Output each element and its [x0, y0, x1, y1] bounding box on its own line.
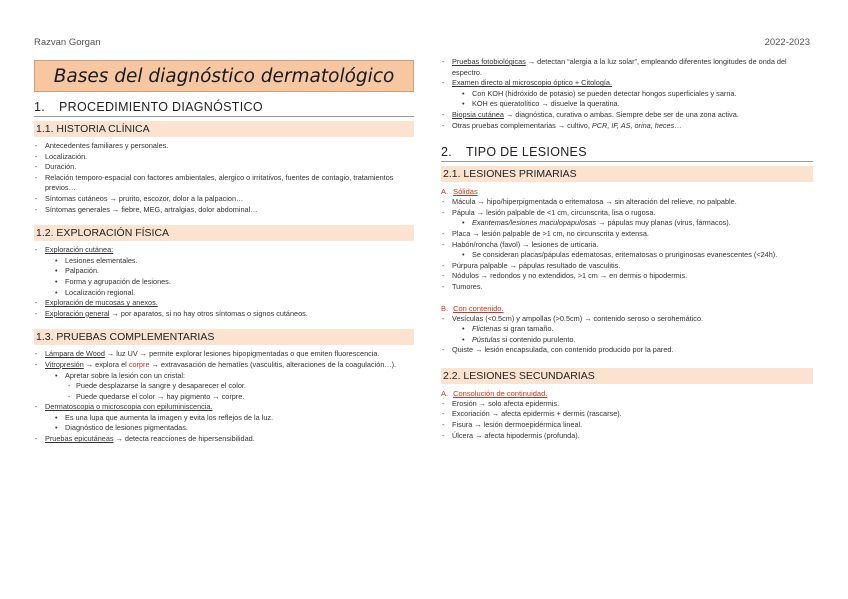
list-item [441, 314, 813, 346]
subsection-letter: A. [441, 388, 449, 398]
list-item: - Fisura → lesión dermoepidérmica lineal. [441, 420, 813, 431]
contenido-list [441, 314, 813, 356]
author-name: Razvan Gorgan [34, 37, 101, 48]
list-item: • Palpación. [45, 266, 414, 277]
list-item: - Antecedentes familiares y personales. [34, 141, 414, 152]
list-item: • Con KOH (hidróxido de potasio) se pueden detectar hongos superficiales y sarna. [452, 89, 813, 100]
item-text: → explora el [83, 359, 129, 369]
pruebas-list [34, 349, 414, 444]
sublist [45, 381, 414, 402]
list-item: - Erosión → solo afecta epidermis. [441, 399, 813, 410]
section-number: 2. [441, 145, 453, 160]
item-label: Exploración cutánea: [45, 245, 114, 255]
exploracion-list [34, 245, 414, 319]
subsection-continuidad [441, 388, 813, 399]
list-item: - Quiste → lesión encapsulada, con contenido producido por la pared. [441, 345, 813, 356]
list-item: • Diagnóstico de lesiones pigmentadas. [45, 423, 414, 434]
list-item [34, 245, 414, 298]
exploracion-heading: 1.2. EXPLORACIÓN FÍSICA [34, 225, 414, 241]
item-text: → diagnóstica, curativa o ambas. Siempre debe ser de una zona activa. [503, 109, 739, 119]
list-item [34, 349, 414, 360]
list-item: - Púrpura palpable → pápulas resultado de vasculitis. [441, 261, 813, 272]
secundarias-heading: 2.2. LESIONES SECUNDARIAS [441, 368, 813, 384]
list-item: • Lesiones elementales. [45, 256, 414, 267]
solidas-list [441, 197, 813, 292]
item-text: → detecta reacciones de hipersensibilidad. [113, 434, 255, 444]
list-item: • Localización regional. [45, 288, 414, 299]
page-title: Bases del diagnóstico dermatológico [53, 65, 395, 87]
list-item: - Nódulos → redondos y no extendidos, >1 cm → en dermis o hipodermis. [441, 271, 813, 282]
item-label: Exploración general [45, 308, 110, 318]
item-text: Otras pruebas complementarias → cultivo, [452, 120, 592, 130]
list-item: - Mácula → hipo/hiperpigmentada o eritematosa → sin alteración del relieve, no palpable. [441, 197, 813, 208]
list-item [34, 309, 414, 320]
item-label: Dermatoscopia o microscopia con epiluminiscencia. [45, 402, 213, 412]
item-label: Pruebas fotobiológicas [452, 57, 526, 66]
secundarias-list [441, 399, 813, 441]
subsection-con-contenido [441, 303, 813, 314]
list-item: • Se consideran placas/pápulas edematosas, eritematosas o pruriginosas evanescentes (<24h). [452, 250, 813, 261]
section-1-heading [34, 100, 414, 117]
pruebas-continued-list [441, 57, 813, 131]
subsection-label: Sólidas [453, 187, 478, 197]
list-item: - Puede quedarse el color → hay pigmento → corpre. [45, 392, 414, 403]
item-label: Biopsia cutánea [452, 109, 504, 119]
sublist [45, 256, 414, 298]
item-text: → extravasación de hematíes (vasculitis, alteraciones de la coagulación…). [149, 359, 397, 369]
item-text: Apretar sobre la lesión con un cristal: [65, 370, 186, 380]
list-item [441, 57, 813, 78]
list-item [441, 121, 813, 132]
item-label: Pruebas epicutáneas [45, 434, 114, 444]
list-item: • KOH es queratolítico → disuelve la queratina. [452, 99, 813, 110]
academic-year: 2022-2023 [764, 37, 810, 48]
list-item [441, 78, 813, 110]
list-item [34, 298, 414, 309]
item-text: si gran tamaño. [501, 324, 554, 334]
list-item: - Localización. [34, 152, 414, 163]
historia-heading: 1.1. HISTORIA CLÍNICA [34, 121, 414, 137]
item-text: … [674, 120, 682, 130]
sublist [45, 371, 414, 403]
list-item: • Forma y agrupación de lesiones. [45, 277, 414, 288]
left-column [34, 55, 414, 445]
subsection-label: Con contenido. [453, 303, 504, 313]
subsection-solidas [441, 186, 813, 197]
list-item [452, 324, 813, 335]
item-text-italic: PCR, IF, AS, orina, heces [591, 120, 675, 130]
list-item [452, 335, 813, 346]
list-item: - Síntomas generales → fiebre, MEG, artralgias, dolor abdominal… [34, 205, 414, 216]
list-item: - Puede desplazarse la sangre y desaparecer el color. [45, 381, 414, 392]
list-item [441, 208, 813, 229]
list-item: - Duración. [34, 162, 414, 173]
list-item [34, 360, 414, 402]
item-label: Lámpara de Wood [45, 349, 105, 359]
subsection-letter: B. [441, 303, 449, 313]
item-label: Flictenas [472, 324, 502, 334]
list-item: - Excoriación → afecta epidermis + dermis (rascarse). [441, 409, 813, 420]
section-2-heading [441, 145, 813, 162]
item-label: Examen directo al microscopio óptico + Citología. [452, 78, 613, 88]
subsection-label: Consolución de continuidad. [453, 388, 548, 398]
sublist [452, 324, 813, 345]
list-item [441, 110, 813, 121]
list-item: - Tumores. [441, 282, 813, 293]
section-number: 1. [34, 100, 46, 114]
title-box [34, 60, 414, 92]
item-label: Vitropresión [45, 359, 84, 369]
list-item: - Relación temporo-espacial con factores ambientales, alergico o irritativos, fuentes de contagio, tratamientos previos… [34, 173, 414, 194]
list-item [441, 240, 813, 261]
list-item [45, 371, 414, 403]
subsection-letter: A. [441, 187, 449, 197]
item-text: si contenido purulento. [500, 334, 576, 344]
item-text: → detectan “alergia a la luz solar”, empleando diferentes longitudes de onda del espectro. [452, 57, 787, 77]
section-title: TIPO DE LESIONES [466, 145, 587, 160]
pruebas-heading: 1.3. PRUEBAS COMPLEMENTARIAS [34, 329, 414, 345]
section-title: PROCEDIMIENTO DIAGNÓSTICO [59, 100, 263, 114]
item-text: → pápulas muy planas (virus, fármacos). [596, 218, 731, 228]
primarias-heading: 2.1. LESIONES PRIMARIAS [441, 166, 813, 182]
item-label: Exantemas/lesiones maculopapulosas [472, 218, 597, 228]
list-item [452, 218, 813, 229]
list-item: - Síntomas cutáneos → prurito, escozor, dolor a la palpacion… [34, 194, 414, 205]
list-item [34, 402, 414, 434]
item-label: Pústulas [472, 334, 500, 344]
sublist [452, 218, 813, 229]
highlight-text: corpre [128, 359, 150, 369]
list-item: - Placa → lesión palpable de >1 cm, no circunscrita y extensa. [441, 229, 813, 240]
item-text: → por aparatos, si no hay otros síntomas o signos cutáneos. [109, 308, 308, 318]
list-item [34, 434, 414, 445]
right-column [441, 55, 813, 441]
list-item: - Úlcera → afecta hipodermis (profunda). [441, 431, 813, 442]
item-text: Pápula → lesión palpable de <1 cm, circunscrita, lisa o rugosa. [452, 207, 656, 217]
sublist [452, 250, 813, 261]
historia-list [34, 141, 414, 215]
list-item: • Es una lupa que aumenta la imagen y evita los reflejos de la luz. [45, 413, 414, 424]
item-text: Vesículas (<0.5cm) y ampollas (>0.5cm) → contenido seroso o serohemático. [452, 313, 704, 323]
item-label: Exploración de mucosas y anexos. [45, 298, 158, 308]
sublist [45, 413, 414, 434]
page-header [34, 37, 810, 51]
item-text: Habón/roncha (favol) → lesiones de urticaria. [452, 239, 599, 249]
sublist [452, 89, 813, 110]
item-text: → luz UV → permite explorar lesiones hipopigmentadas o que emiten fluorescencia. [104, 349, 380, 359]
